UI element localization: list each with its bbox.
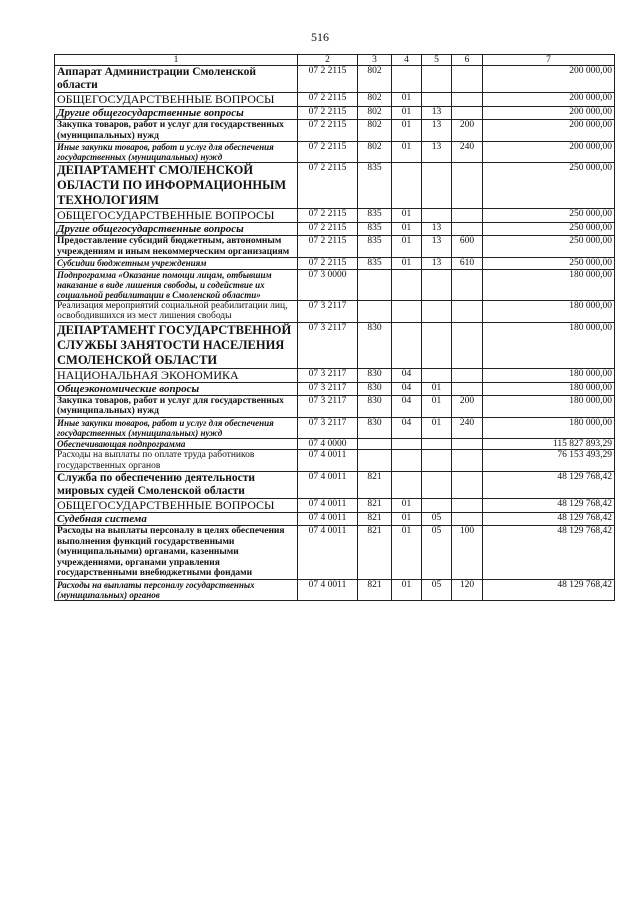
row-section xyxy=(392,300,422,322)
row-name: Иные закупки товаров, работ и услуг для обеспечения государственных (муниципальных) нужд xyxy=(55,417,298,438)
row-administrator-code xyxy=(358,438,392,450)
row-amount: 48 129 768,42 xyxy=(483,579,615,600)
row-amount: 180 000,00 xyxy=(483,368,615,382)
row-administrator-code: 821 xyxy=(358,513,392,526)
row-name: Обеспечивающая подпрограмма xyxy=(55,438,298,450)
row-expense-type xyxy=(452,163,483,209)
row-expense-type: 200 xyxy=(452,120,483,142)
row-administrator-code: 830 xyxy=(358,368,392,382)
row-section xyxy=(392,322,422,368)
row-amount: 180 000,00 xyxy=(483,395,615,417)
row-subsection xyxy=(422,269,452,300)
row-section xyxy=(392,163,422,209)
row-administrator-code xyxy=(358,450,392,472)
row-expense-type xyxy=(452,368,483,382)
row-amount: 200 000,00 xyxy=(483,107,615,120)
row-administrator-code: 835 xyxy=(358,163,392,209)
row-name: ОБЩЕГОСУДАРСТВЕННЫЕ ВОПРОСЫ xyxy=(55,209,298,223)
row-administrator-code: 821 xyxy=(358,579,392,600)
row-administrator-code: 821 xyxy=(358,526,392,580)
row-name: Аппарат Администрации Смоленской области xyxy=(55,66,298,93)
row-administrator-code: 835 xyxy=(358,209,392,223)
row-expense-type xyxy=(452,209,483,223)
table-row xyxy=(55,472,615,499)
row-expense-type: 610 xyxy=(452,258,483,270)
row-amount: 180 000,00 xyxy=(483,417,615,438)
row-amount: 200 000,00 xyxy=(483,66,615,93)
row-section: 01 xyxy=(392,209,422,223)
row-name: Другие общегосударственные вопросы xyxy=(55,223,298,236)
row-amount: 250 000,00 xyxy=(483,223,615,236)
row-expense-type xyxy=(452,93,483,107)
row-section: 04 xyxy=(392,395,422,417)
table-row xyxy=(55,142,615,163)
row-subsection xyxy=(422,209,452,223)
row-subsection: 01 xyxy=(422,382,452,395)
table-row xyxy=(55,120,615,142)
row-amount: 200 000,00 xyxy=(483,93,615,107)
row-subsection: 13 xyxy=(422,142,452,163)
row-amount: 180 000,00 xyxy=(483,322,615,368)
row-expense-type xyxy=(452,472,483,499)
col-header-name: 1 xyxy=(55,55,298,66)
row-target-article: 07 4 0011 xyxy=(298,472,358,499)
table-row xyxy=(55,93,615,107)
row-target-article: 07 4 0011 xyxy=(298,526,358,580)
table-row xyxy=(55,526,615,580)
row-target-article: 07 4 0011 xyxy=(298,513,358,526)
row-subsection xyxy=(422,450,452,472)
row-name: Закупка товаров, работ и услуг для государственных (муниципальных) нужд xyxy=(55,120,298,142)
row-subsection: 13 xyxy=(422,236,452,258)
table-row xyxy=(55,579,615,600)
row-section xyxy=(392,438,422,450)
row-section: 01 xyxy=(392,142,422,163)
row-target-article: 07 2 2115 xyxy=(298,142,358,163)
col-header-expense-type: 6 xyxy=(452,55,483,66)
row-section: 01 xyxy=(392,499,422,513)
table-row xyxy=(55,107,615,120)
row-subsection: 05 xyxy=(422,526,452,580)
row-expense-type xyxy=(452,382,483,395)
table-row xyxy=(55,236,615,258)
row-expense-type xyxy=(452,450,483,472)
row-amount: 200 000,00 xyxy=(483,120,615,142)
row-name: Расходы на выплаты по оплате труда работников государственных органов xyxy=(55,450,298,472)
row-amount: 180 000,00 xyxy=(483,382,615,395)
table-row xyxy=(55,223,615,236)
row-name: Иные закупки товаров, работ и услуг для обеспечения государственных (муниципальных) нужд xyxy=(55,142,298,163)
row-section: 01 xyxy=(392,258,422,270)
table-row xyxy=(55,163,615,209)
row-name: Судебная система xyxy=(55,513,298,526)
row-target-article: 07 2 2115 xyxy=(298,258,358,270)
row-expense-type: 100 xyxy=(452,526,483,580)
table-row xyxy=(55,300,615,322)
row-amount: 48 129 768,42 xyxy=(483,526,615,580)
col-header-section: 4 xyxy=(392,55,422,66)
col-header-csr: 2 xyxy=(298,55,358,66)
row-section xyxy=(392,66,422,93)
row-subsection: 13 xyxy=(422,258,452,270)
row-amount: 250 000,00 xyxy=(483,236,615,258)
row-target-article: 07 2 2115 xyxy=(298,120,358,142)
table-row xyxy=(55,322,615,368)
row-administrator-code: 830 xyxy=(358,395,392,417)
row-administrator-code: 830 xyxy=(358,382,392,395)
table-row xyxy=(55,269,615,300)
row-amount: 76 153 493,29 xyxy=(483,450,615,472)
row-target-article: 07 3 2117 xyxy=(298,368,358,382)
row-amount: 250 000,00 xyxy=(483,258,615,270)
row-target-article: 07 3 2117 xyxy=(298,395,358,417)
row-amount: 200 000,00 xyxy=(483,142,615,163)
row-subsection xyxy=(422,472,452,499)
row-amount: 250 000,00 xyxy=(483,163,615,209)
row-amount: 180 000,00 xyxy=(483,300,615,322)
row-administrator-code: 802 xyxy=(358,66,392,93)
row-administrator-code: 830 xyxy=(358,417,392,438)
column-number-row xyxy=(55,55,615,66)
row-section xyxy=(392,450,422,472)
row-section xyxy=(392,269,422,300)
row-name: Реализация мероприятий социальной реабилитации лиц, освободившихся из мест лишения свободы xyxy=(55,300,298,322)
row-expense-type: 200 xyxy=(452,395,483,417)
row-subsection xyxy=(422,322,452,368)
row-amount: 250 000,00 xyxy=(483,209,615,223)
row-subsection: 01 xyxy=(422,395,452,417)
row-expense-type xyxy=(452,300,483,322)
row-name: ОБЩЕГОСУДАРСТВЕННЫЕ ВОПРОСЫ xyxy=(55,93,298,107)
row-name: НАЦИОНАЛЬНАЯ ЭКОНОМИКА xyxy=(55,368,298,382)
page-number: 516 xyxy=(311,30,329,44)
row-administrator-code: 821 xyxy=(358,499,392,513)
row-subsection: 13 xyxy=(422,107,452,120)
row-name: Субсидии бюджетным учреждениям xyxy=(55,258,298,270)
row-target-article: 07 4 0011 xyxy=(298,579,358,600)
row-target-article: 07 4 0011 xyxy=(298,499,358,513)
row-target-article: 07 2 2115 xyxy=(298,209,358,223)
row-administrator-code: 821 xyxy=(358,472,392,499)
table-body xyxy=(55,66,615,601)
row-name: ДЕПАРТАМЕНТ СМОЛЕНСКОЙ ОБЛАСТИ ПО ИНФОРМАЦИОННЫМ ТЕХНОЛОГИЯМ xyxy=(55,163,298,209)
row-target-article: 07 2 2115 xyxy=(298,93,358,107)
row-section: 04 xyxy=(392,368,422,382)
row-subsection: 05 xyxy=(422,579,452,600)
row-subsection xyxy=(422,499,452,513)
row-target-article: 07 3 2117 xyxy=(298,322,358,368)
row-administrator-code xyxy=(358,269,392,300)
row-section: 01 xyxy=(392,513,422,526)
row-administrator-code: 835 xyxy=(358,223,392,236)
row-expense-type xyxy=(452,438,483,450)
row-section: 01 xyxy=(392,93,422,107)
row-expense-type: 600 xyxy=(452,236,483,258)
row-name: Расходы на выплаты персоналу государственных (муниципальных) органов xyxy=(55,579,298,600)
row-amount: 48 129 768,42 xyxy=(483,499,615,513)
row-target-article: 07 4 0011 xyxy=(298,450,358,472)
row-subsection xyxy=(422,93,452,107)
row-administrator-code: 830 xyxy=(358,322,392,368)
row-subsection: 13 xyxy=(422,223,452,236)
row-administrator-code xyxy=(358,300,392,322)
row-name: Другие общегосударственные вопросы xyxy=(55,107,298,120)
table-row xyxy=(55,368,615,382)
table-row xyxy=(55,513,615,526)
row-administrator-code: 802 xyxy=(358,107,392,120)
row-expense-type xyxy=(452,223,483,236)
row-target-article: 07 2 2115 xyxy=(298,223,358,236)
col-header-amount: 7 xyxy=(483,55,615,66)
row-subsection xyxy=(422,438,452,450)
row-subsection: 01 xyxy=(422,417,452,438)
row-amount: 115 827 893,29 xyxy=(483,438,615,450)
row-expense-type xyxy=(452,269,483,300)
row-section: 01 xyxy=(392,579,422,600)
row-expense-type: 240 xyxy=(452,417,483,438)
row-target-article: 07 2 2115 xyxy=(298,107,358,120)
row-expense-type xyxy=(452,107,483,120)
budget-table xyxy=(54,54,615,601)
row-name: Предоставление субсидий бюджетным, автономным учреждениям и иным некоммерческим организациям xyxy=(55,236,298,258)
row-administrator-code: 835 xyxy=(358,236,392,258)
table-row xyxy=(55,209,615,223)
row-target-article: 07 4 0000 xyxy=(298,438,358,450)
table-row xyxy=(55,395,615,417)
table-row xyxy=(55,258,615,270)
row-target-article: 07 3 2117 xyxy=(298,417,358,438)
col-header-subsection: 5 xyxy=(422,55,452,66)
row-section: 04 xyxy=(392,417,422,438)
row-name: Подпрограмма «Оказание помощи лицам, отбывшим наказание в виде лишения свободы, и содействие их социальной реабилитации в Смоленской области» xyxy=(55,269,298,300)
row-section: 01 xyxy=(392,236,422,258)
row-subsection: 05 xyxy=(422,513,452,526)
row-amount: 48 129 768,42 xyxy=(483,472,615,499)
row-section: 01 xyxy=(392,526,422,580)
row-amount: 48 129 768,42 xyxy=(483,513,615,526)
table-row xyxy=(55,499,615,513)
table-row xyxy=(55,382,615,395)
row-subsection xyxy=(422,66,452,93)
col-header-grbs: 3 xyxy=(358,55,392,66)
row-section xyxy=(392,472,422,499)
row-expense-type xyxy=(452,499,483,513)
row-expense-type: 240 xyxy=(452,142,483,163)
row-administrator-code: 802 xyxy=(358,93,392,107)
row-section: 01 xyxy=(392,223,422,236)
row-target-article: 07 3 2117 xyxy=(298,382,358,395)
row-subsection xyxy=(422,368,452,382)
row-administrator-code: 802 xyxy=(358,142,392,163)
row-subsection xyxy=(422,300,452,322)
row-subsection: 13 xyxy=(422,120,452,142)
row-name: Общеэкономические вопросы xyxy=(55,382,298,395)
row-expense-type xyxy=(452,322,483,368)
row-target-article: 07 2 2115 xyxy=(298,236,358,258)
row-name: ДЕПАРТАМЕНТ ГОСУДАРСТВЕННОЙ СЛУЖБЫ ЗАНЯТОСТИ НАСЕЛЕНИЯ СМОЛЕНСКОЙ ОБЛАСТИ xyxy=(55,322,298,368)
row-name: Расходы на выплаты персоналу в целях обеспечения выполнения функций государственными (муниципальными) органами, казенными учреждениями, органами управления государственными внебюджетными фондами xyxy=(55,526,298,580)
row-target-article: 07 2 2115 xyxy=(298,66,358,93)
row-target-article: 07 3 2117 xyxy=(298,300,358,322)
table-row xyxy=(55,417,615,438)
row-subsection xyxy=(422,163,452,209)
row-amount: 180 000,00 xyxy=(483,269,615,300)
row-expense-type xyxy=(452,66,483,93)
table-row xyxy=(55,438,615,450)
row-name: Закупка товаров, работ и услуг для государственных (муниципальных) нужд xyxy=(55,395,298,417)
row-section: 01 xyxy=(392,107,422,120)
row-administrator-code: 802 xyxy=(358,120,392,142)
row-section: 04 xyxy=(392,382,422,395)
row-target-article: 07 2 2115 xyxy=(298,163,358,209)
row-name: ОБЩЕГОСУДАРСТВЕННЫЕ ВОПРОСЫ xyxy=(55,499,298,513)
table-row xyxy=(55,450,615,472)
row-administrator-code: 835 xyxy=(358,258,392,270)
row-name: Служба по обеспечению деятельности мировых судей Смоленской области xyxy=(55,472,298,499)
row-expense-type xyxy=(452,513,483,526)
row-expense-type: 120 xyxy=(452,579,483,600)
row-section: 01 xyxy=(392,120,422,142)
row-target-article: 07 3 0000 xyxy=(298,269,358,300)
table-row xyxy=(55,66,615,93)
